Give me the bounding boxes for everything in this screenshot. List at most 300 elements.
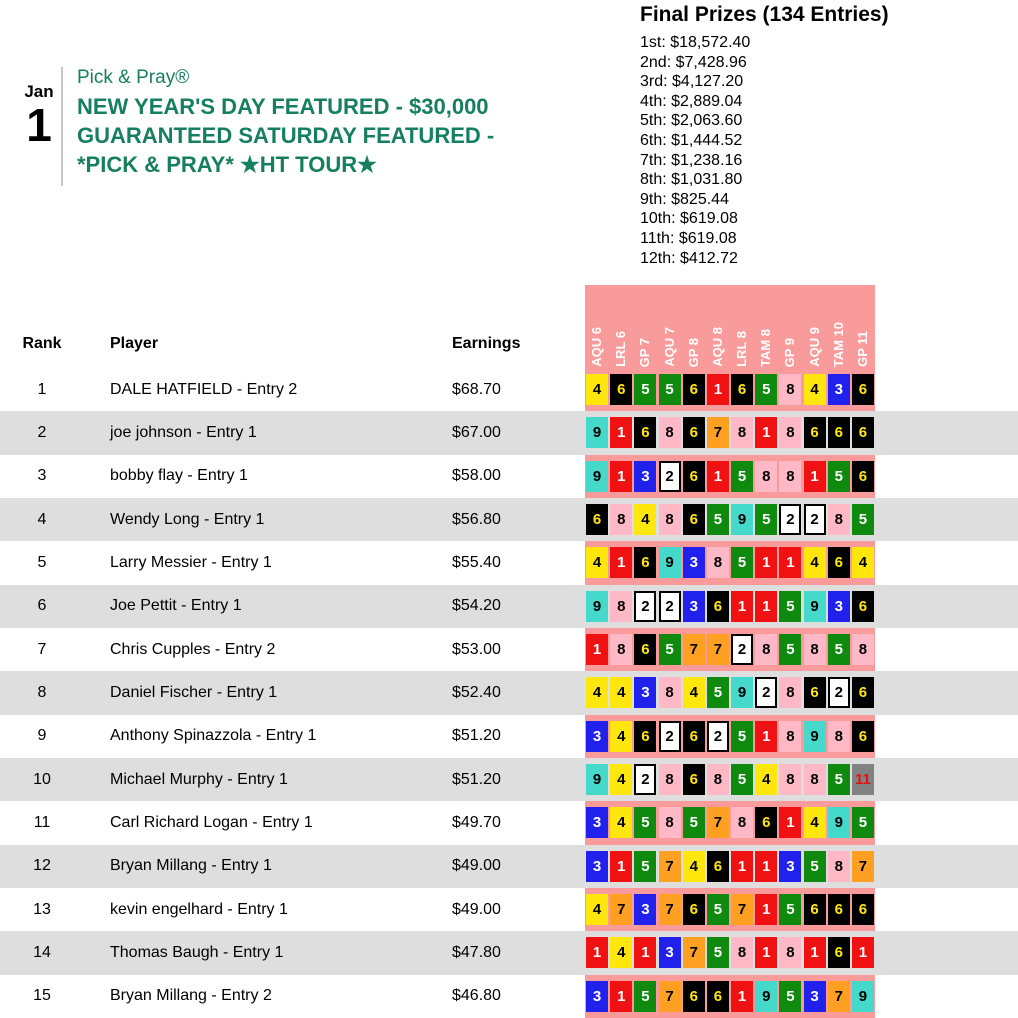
pick-cell: 7 [707, 634, 729, 665]
pick-cell: 6 [707, 851, 729, 882]
column-header-earnings: Earnings [452, 335, 521, 352]
table-row [0, 888, 1018, 931]
pick-cell: 1 [707, 461, 729, 492]
pick-cell: 3 [683, 547, 705, 578]
pick-cell: 7 [707, 417, 729, 448]
pick-cell: 2 [659, 461, 681, 492]
earnings-cell: $56.80 [452, 510, 501, 528]
pick-cell: 1 [610, 417, 632, 448]
pick-cell: 6 [731, 374, 753, 405]
pick-cell: 5 [707, 894, 729, 925]
event-title-line: GUARANTEED SATURDAY FEATURED - [77, 123, 495, 148]
picks-row [585, 801, 875, 844]
pick-cell: 5 [659, 634, 681, 665]
player-cell: Bryan Millang - Entry 2 [110, 987, 272, 1005]
rank-cell: 7 [37, 640, 47, 658]
pick-cell: 6 [828, 417, 850, 448]
pick-cell: 5 [731, 547, 753, 578]
pick-cell: 9 [804, 591, 826, 622]
pick-cell: 9 [731, 504, 753, 535]
earnings-cell: $67.00 [452, 423, 501, 441]
pick-cell: 8 [779, 417, 801, 448]
pick-cell: 4 [755, 764, 777, 795]
pick-cell: 9 [852, 981, 874, 1012]
prize-line: 9th: $825.44 [640, 190, 729, 208]
pick-cell: 1 [755, 417, 777, 448]
rank-cell: 11 [33, 813, 51, 831]
pick-cell: 8 [828, 504, 850, 535]
pick-cell: 8 [610, 634, 632, 665]
pick-cell: 2 [731, 634, 753, 665]
pick-cell: 6 [707, 981, 729, 1012]
pick-cell: 5 [852, 504, 874, 535]
pick-cell: 8 [610, 591, 632, 622]
prize-line: 5th: $2,063.60 [640, 112, 743, 130]
pick-cell: 7 [610, 894, 632, 925]
player-cell: Carl Richard Logan - Entry 1 [110, 813, 313, 831]
prize-line: 2nd: $7,428.96 [640, 53, 747, 71]
pick-cell: 5 [634, 374, 656, 405]
race-column-header [706, 327, 730, 367]
player-cell: Michael Murphy - Entry 1 [110, 770, 288, 788]
table-row [0, 975, 1018, 1018]
earnings-cell: $54.20 [452, 597, 501, 615]
pick-cell: 5 [828, 634, 850, 665]
pick-cell: 6 [683, 417, 705, 448]
pick-cell: 2 [707, 721, 729, 752]
rank-cell: 3 [37, 467, 47, 485]
pick-cell: 5 [707, 677, 729, 708]
pick-cell: 5 [731, 721, 753, 752]
pick-cell: 1 [755, 937, 777, 968]
pick-cell: 2 [804, 504, 826, 535]
pick-cell: 9 [586, 417, 608, 448]
pick-cell: 5 [852, 807, 874, 838]
pick-cell: 4 [610, 677, 632, 708]
race-column-headers [585, 285, 875, 368]
pick-cell: 2 [659, 591, 681, 622]
player-cell: kevin engelhard - Entry 1 [110, 900, 288, 918]
pick-cell: 1 [586, 634, 608, 665]
event-date-day: 1 [26, 99, 52, 151]
pick-cell: 6 [634, 634, 656, 665]
earnings-cell: $58.00 [452, 467, 501, 485]
pick-cell: 5 [707, 937, 729, 968]
pick-cell: 4 [586, 677, 608, 708]
pick-cell: 6 [683, 504, 705, 535]
race-column-label: AQU 7 [661, 327, 677, 367]
pick-cell: 8 [779, 764, 801, 795]
column-header-rank: Rank [22, 335, 62, 352]
race-column-label: TAM 10 [830, 321, 846, 367]
picks-row [585, 541, 875, 584]
pick-cell: 7 [659, 894, 681, 925]
pick-cell: 9 [755, 981, 777, 1012]
pick-cell: 3 [586, 721, 608, 752]
pick-cell: 5 [707, 504, 729, 535]
pick-cell: 8 [659, 764, 681, 795]
pick-cell: 1 [634, 937, 656, 968]
rank-cell: 8 [37, 683, 47, 701]
pick-cell: 6 [610, 374, 632, 405]
pick-cell: 5 [779, 634, 801, 665]
rank-cell: 13 [33, 900, 51, 918]
pick-cell: 4 [586, 547, 608, 578]
pick-cell: 6 [634, 547, 656, 578]
pick-cell: 3 [634, 677, 656, 708]
table-row [0, 498, 1018, 541]
earnings-cell: $68.70 [452, 380, 501, 398]
pick-cell: 2 [634, 591, 656, 622]
pick-cell: 2 [779, 504, 801, 535]
pick-cell: 9 [586, 764, 608, 795]
pick-cell: 3 [586, 851, 608, 882]
picks-row [585, 888, 875, 931]
earnings-cell: $51.20 [452, 727, 501, 745]
pick-cell: 6 [828, 894, 850, 925]
pick-cell: 8 [707, 547, 729, 578]
pick-cell: 6 [586, 504, 608, 535]
picks-row [585, 498, 875, 541]
prize-line: 12th: $412.72 [640, 249, 738, 267]
pick-cell: 7 [707, 807, 729, 838]
pick-cell: 3 [659, 937, 681, 968]
pick-cell: 5 [828, 461, 850, 492]
event-title-line: NEW YEAR'S DAY FEATURED - $30,000 [77, 94, 489, 119]
player-cell: bobby flay - Entry 1 [110, 467, 248, 485]
table-row [0, 541, 1018, 584]
earnings-cell: $49.00 [452, 900, 501, 918]
pick-cell: 1 [707, 374, 729, 405]
pick-cell: 8 [610, 504, 632, 535]
rank-cell: 15 [33, 987, 51, 1005]
table-row [0, 845, 1018, 888]
pick-cell: 1 [610, 547, 632, 578]
picks-row [585, 758, 875, 801]
race-column-label: GP 11 [854, 331, 870, 367]
pick-cell: 8 [659, 807, 681, 838]
table-row [0, 931, 1018, 974]
prize-line: 10th: $619.08 [640, 210, 738, 228]
rank-cell: 12 [33, 857, 51, 875]
pick-cell: 8 [828, 721, 850, 752]
pick-cell: 4 [804, 374, 826, 405]
picks-row [585, 411, 875, 454]
race-column-label: AQU 9 [806, 327, 822, 367]
prize-line: 8th: $1,031.80 [640, 171, 743, 189]
player-cell: Wendy Long - Entry 1 [110, 510, 265, 528]
player-cell: Daniel Fischer - Entry 1 [110, 683, 278, 701]
table-row [0, 671, 1018, 714]
pick-cell: 6 [852, 461, 874, 492]
pick-cell: 6 [852, 677, 874, 708]
pick-cell: 1 [779, 807, 801, 838]
pick-cell: 5 [659, 374, 681, 405]
race-column-label: AQU 6 [589, 327, 605, 367]
pick-cell: 8 [779, 721, 801, 752]
race-column-header [754, 329, 778, 367]
race-column-label: LRL 6 [613, 331, 629, 367]
pick-cell: 1 [586, 937, 608, 968]
pick-cell: 6 [683, 981, 705, 1012]
pick-cell: 1 [610, 981, 632, 1012]
pick-cell: 7 [683, 634, 705, 665]
rank-cell: 9 [37, 727, 47, 745]
picks-row [585, 671, 875, 714]
prize-line: 11th: $619.08 [640, 229, 737, 247]
race-column-label: AQU 8 [709, 327, 725, 367]
pick-cell: 8 [779, 374, 801, 405]
race-column-header [730, 331, 754, 367]
pick-cell: 6 [634, 417, 656, 448]
earnings-cell: $51.20 [452, 770, 501, 788]
pick-cell: 1 [610, 461, 632, 492]
pick-cell: 8 [828, 851, 850, 882]
pick-cell: 4 [610, 721, 632, 752]
pick-cell: 7 [659, 851, 681, 882]
pick-cell: 2 [659, 721, 681, 752]
race-column-label: GP 8 [685, 337, 701, 367]
player-cell: Chris Cupples - Entry 2 [110, 640, 276, 658]
table-row [0, 628, 1018, 671]
pick-cell: 6 [755, 807, 777, 838]
pick-cell: 6 [828, 937, 850, 968]
pick-cell: 4 [610, 937, 632, 968]
pick-cell: 8 [731, 807, 753, 838]
race-column-header [585, 327, 609, 367]
pick-cell: 4 [586, 374, 608, 405]
pick-cell: 3 [779, 851, 801, 882]
pick-cell: 6 [828, 547, 850, 578]
pick-cell: 6 [852, 374, 874, 405]
pick-cell: 8 [731, 937, 753, 968]
pick-cell: 8 [804, 634, 826, 665]
pick-cell: 6 [804, 894, 826, 925]
pick-cell: 8 [755, 461, 777, 492]
earnings-cell: $47.80 [452, 943, 501, 961]
pick-cell: 9 [659, 547, 681, 578]
pick-cell: 8 [755, 634, 777, 665]
pick-cell: 9 [828, 807, 850, 838]
event-date-month: Jan [24, 82, 54, 101]
pick-cell: 3 [586, 807, 608, 838]
prizes-heading: Final Prizes (134 Entries) [640, 3, 889, 26]
pick-cell: 5 [634, 807, 656, 838]
pick-cell: 1 [755, 851, 777, 882]
event-category: Pick & Pray® [77, 67, 190, 88]
pick-cell: 7 [683, 937, 705, 968]
rank-cell: 1 [37, 380, 47, 398]
pick-cell: 8 [659, 504, 681, 535]
pick-cell: 6 [683, 721, 705, 752]
player-cell: joe johnson - Entry 1 [110, 423, 257, 441]
rank-cell: 10 [33, 770, 51, 788]
pick-cell: 7 [659, 981, 681, 1012]
picks-row [585, 931, 875, 974]
pick-cell: 8 [659, 417, 681, 448]
pick-cell: 5 [731, 764, 753, 795]
player-cell: Anthony Spinazzola - Entry 1 [110, 727, 317, 745]
table-row [0, 455, 1018, 498]
pick-cell: 1 [755, 894, 777, 925]
picks-row [585, 715, 875, 758]
table-row [0, 585, 1018, 628]
earnings-cell: $52.40 [452, 683, 501, 701]
player-cell: Joe Pettit - Entry 1 [110, 597, 242, 615]
pick-cell: 1 [755, 547, 777, 578]
pick-cell: 5 [779, 894, 801, 925]
pick-cell: 3 [683, 591, 705, 622]
pick-cell: 7 [828, 981, 850, 1012]
picks-row [585, 975, 875, 1018]
pick-cell: 6 [852, 417, 874, 448]
pick-cell: 11 [852, 764, 874, 795]
pick-cell: 4 [683, 851, 705, 882]
column-header-player: Player [110, 335, 159, 352]
pick-cell: 9 [586, 461, 608, 492]
pick-cell: 9 [804, 721, 826, 752]
pick-cell: 6 [707, 591, 729, 622]
prize-line: 3rd: $4,127.20 [640, 73, 744, 91]
pick-cell: 1 [731, 591, 753, 622]
race-column-label: GP 9 [782, 337, 798, 367]
rank-cell: 14 [33, 943, 51, 961]
picks-row [585, 585, 875, 628]
pick-cell: 1 [804, 937, 826, 968]
rank-cell: 6 [37, 597, 47, 615]
pick-cell: 3 [828, 591, 850, 622]
prize-line: 4th: $2,889.04 [640, 92, 743, 110]
pick-cell: 3 [634, 894, 656, 925]
pick-cell: 4 [804, 547, 826, 578]
pick-cell: 6 [852, 591, 874, 622]
pick-cell: 8 [779, 677, 801, 708]
pick-cell: 5 [683, 807, 705, 838]
pick-cell: 2 [634, 764, 656, 795]
pick-cell: 5 [804, 851, 826, 882]
pick-cell: 1 [731, 981, 753, 1012]
pick-cell: 6 [804, 417, 826, 448]
pick-cell: 3 [828, 374, 850, 405]
pick-cell: 8 [804, 764, 826, 795]
pick-cell: 7 [852, 851, 874, 882]
pick-cell: 4 [586, 894, 608, 925]
pick-cell: 1 [804, 461, 826, 492]
player-cell: DALE HATFIELD - Entry 2 [110, 380, 298, 398]
player-cell: Bryan Millang - Entry 1 [110, 857, 272, 875]
table-row [0, 801, 1018, 844]
pick-cell: 6 [683, 374, 705, 405]
pick-cell: 1 [755, 591, 777, 622]
earnings-cell: $49.70 [452, 813, 501, 831]
pick-cell: 8 [659, 677, 681, 708]
pick-cell: 1 [731, 851, 753, 882]
pick-cell: 6 [804, 677, 826, 708]
pick-cell: 8 [779, 937, 801, 968]
race-column-label: GP 7 [637, 337, 653, 367]
race-column-label: LRL 8 [734, 331, 750, 367]
pick-cell: 8 [707, 764, 729, 795]
pick-cell: 3 [634, 461, 656, 492]
table-row [0, 715, 1018, 758]
table-row [0, 758, 1018, 801]
rank-cell: 5 [37, 553, 47, 571]
pick-cell: 9 [586, 591, 608, 622]
pick-cell: 4 [683, 677, 705, 708]
race-column-header [827, 322, 851, 367]
player-cell: Larry Messier - Entry 1 [110, 553, 272, 571]
pick-cell: 5 [779, 591, 801, 622]
race-column-header [633, 338, 657, 367]
pick-cell: 2 [755, 677, 777, 708]
rank-cell: 4 [37, 510, 47, 528]
pick-cell: 4 [610, 807, 632, 838]
table-row [0, 411, 1018, 454]
prize-line: 7th: $1,238.16 [640, 151, 743, 169]
pick-cell: 4 [634, 504, 656, 535]
pick-cell: 4 [610, 764, 632, 795]
pick-cell: 3 [804, 981, 826, 1012]
pick-cell: 5 [634, 851, 656, 882]
pick-cell: 6 [852, 721, 874, 752]
pick-cell: 8 [852, 634, 874, 665]
earnings-cell: $55.40 [452, 553, 501, 571]
pick-cell: 5 [755, 374, 777, 405]
rank-cell: 2 [37, 423, 47, 441]
table-row [0, 368, 1018, 411]
prize-line: 1st: $18,572.40 [640, 34, 751, 51]
race-column-header [851, 331, 875, 367]
pick-cell: 1 [755, 721, 777, 752]
player-cell: Thomas Baugh - Entry 1 [110, 943, 284, 961]
race-column-label: TAM 8 [758, 328, 774, 367]
race-column-header [778, 338, 802, 367]
race-column-header [682, 338, 706, 367]
pick-cell: 5 [779, 981, 801, 1012]
pick-cell: 6 [634, 721, 656, 752]
race-column-header [657, 327, 681, 367]
race-column-header [802, 327, 826, 367]
pick-cell: 2 [828, 677, 850, 708]
picks-row [585, 845, 875, 888]
pick-cell: 5 [828, 764, 850, 795]
picks-row [585, 455, 875, 498]
pick-cell: 1 [610, 851, 632, 882]
pick-cell: 3 [586, 981, 608, 1012]
pick-cell: 1 [779, 547, 801, 578]
pick-cell: 5 [755, 504, 777, 535]
picks-row [585, 368, 875, 411]
race-column-header [609, 331, 633, 367]
pick-cell: 1 [852, 937, 874, 968]
event-title-line: *PICK & PRAY* ★HT TOUR★ [77, 152, 377, 177]
pick-cell: 8 [779, 461, 801, 492]
pick-cell: 7 [731, 894, 753, 925]
earnings-cell: $46.80 [452, 987, 501, 1005]
pick-cell: 5 [731, 461, 753, 492]
pick-cell: 6 [852, 894, 874, 925]
picks-row [585, 628, 875, 671]
pick-cell: 6 [683, 461, 705, 492]
pick-cell: 5 [634, 981, 656, 1012]
pick-cell: 9 [731, 677, 753, 708]
pick-cell: 4 [852, 547, 874, 578]
pick-cell: 4 [804, 807, 826, 838]
pick-cell: 8 [731, 417, 753, 448]
earnings-cell: $53.00 [452, 640, 501, 658]
pick-cell: 6 [683, 894, 705, 925]
earnings-cell: $49.00 [452, 857, 501, 875]
